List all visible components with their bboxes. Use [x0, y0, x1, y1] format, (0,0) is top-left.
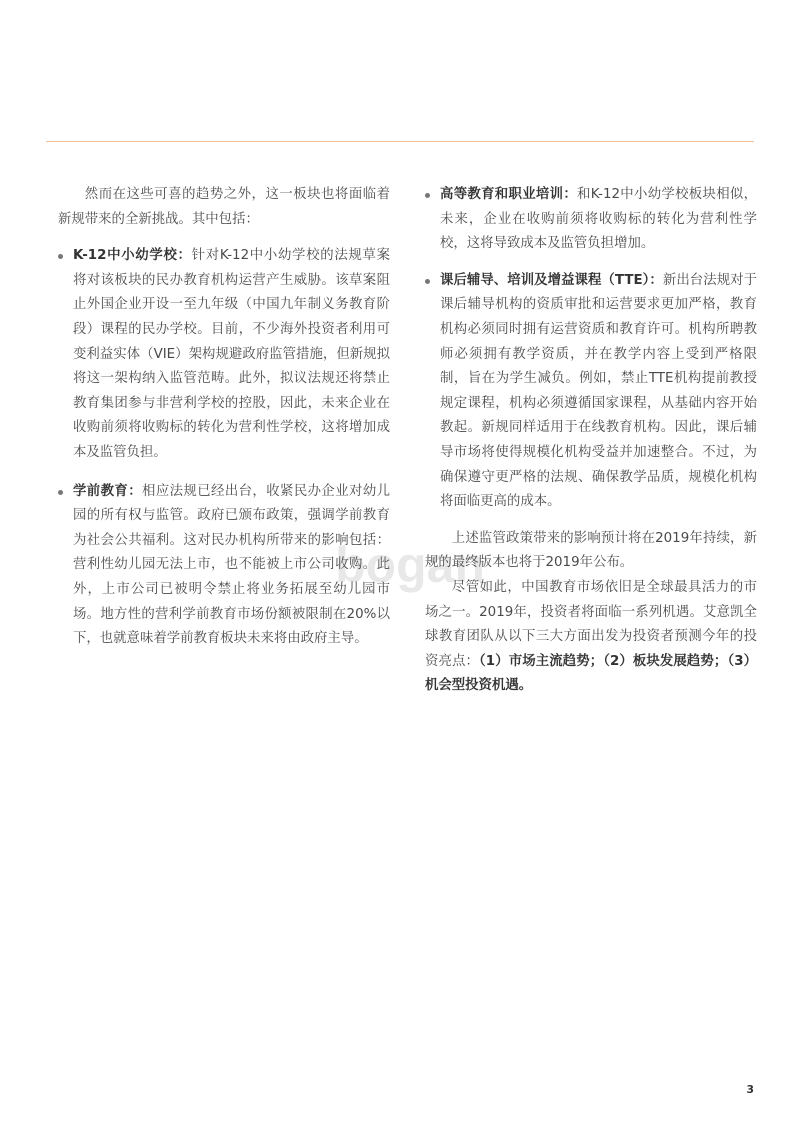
bullet-text: 新出台法规对于课后辅导机构的资质审批和运营要求更加严格，教育机构必须同时拥有运营资质和教育许可。机构所聘教师必须拥有教学资质，并在教学内容上受到严格限制，旨在为学生减负。例如，禁止TTE机构提前教授规定课程，机构必须遵循国家课程，从基础内容开始教起。新规同样适用于在线教育机构。因此，课后辅导市场将使得规模化机构受益并加速整合。不过，为确保遵守更严格的法规、确保教学品质，规模化机构将面临更高的成本。	[440, 272, 757, 510]
bullet-tte	[425, 269, 757, 515]
bullet-k12	[58, 244, 390, 465]
opportunity-paragraph	[425, 576, 757, 699]
bullet-text: 相应法规已经出台，收紧民办企业对幼儿园的所有权与监管。政府已颁布政策，强调学前教育为社会公共福利。这对民办机构所带来的影响包括：营利性幼儿园无法上市，也不能被上市公司收购。此外，上市公司已被明令禁止将业务拓展至幼儿园市场。地方性的营利学前教育市场份额被限制在20%以下，也就意味着学前教育板块未来将由政府主导。	[73, 483, 391, 647]
left-column	[58, 183, 390, 666]
left-bullet-list	[58, 244, 390, 652]
bullet-term: 学前教育：	[73, 483, 143, 499]
opportunity-text: 尽管如此，中国教育市场依旧是全球最具活力的市场之一。2019年，投资者将面临一系列机遇。艾意凯全球教育团队从以下三大方面出发为投资者预测今年的投资亮点：	[425, 579, 757, 669]
bullet-term: 高等教育和职业培训：	[440, 187, 578, 202]
right-column	[425, 183, 757, 699]
header-rule	[46, 141, 754, 142]
right-bullet-list	[425, 183, 757, 515]
watermark-text: bogan	[335, 537, 485, 593]
bullet-term: 课后辅导、培训及增益课程（TTE）：	[440, 272, 663, 288]
impact-paragraph: 上述监管政策带来的影响预计将在2019年持续，新规的最终版本也将于2019年公布。	[425, 530, 757, 571]
bullet-text: 和K-12中小幼学校板块相似，未来，企业在收购前须将收购标的转化为营利性学校，这将导致成本及监管负担增加。	[440, 187, 758, 252]
bullet-higher-education	[425, 183, 757, 257]
bullet-preschool	[58, 480, 390, 652]
bullet-term: K-12中小幼学校：	[73, 248, 192, 264]
bullet-text: 针对K-12中小幼学校的法规草案将对该板块的民办教育机构运营产生威胁。该草案阻止外国企业开设一至九年级（中国九年制义务教育阶段）课程的民办学校。目前，不少海外投资者利用可变利益实体（VIE）架构规避政府监管措施，但新规拟将这一架构纳入监管范畴。此外，拟议法规还将禁止教育集团参与非营利学校的控股，因此，未来企业在收购前须将收购标的转化为营利性学校，这将增加成本及监管负担。	[73, 248, 390, 460]
intro-paragraph: 然而在这些可喜的趋势之外，这一板块也将面临着新规带来的全新挑战。其中包括：	[58, 187, 390, 227]
page-number: 3	[746, 1083, 754, 1096]
opportunity-highlights: （1）市场主流趋势；（2）板块发展趋势；（3）机会型投资机遇。	[425, 653, 758, 694]
